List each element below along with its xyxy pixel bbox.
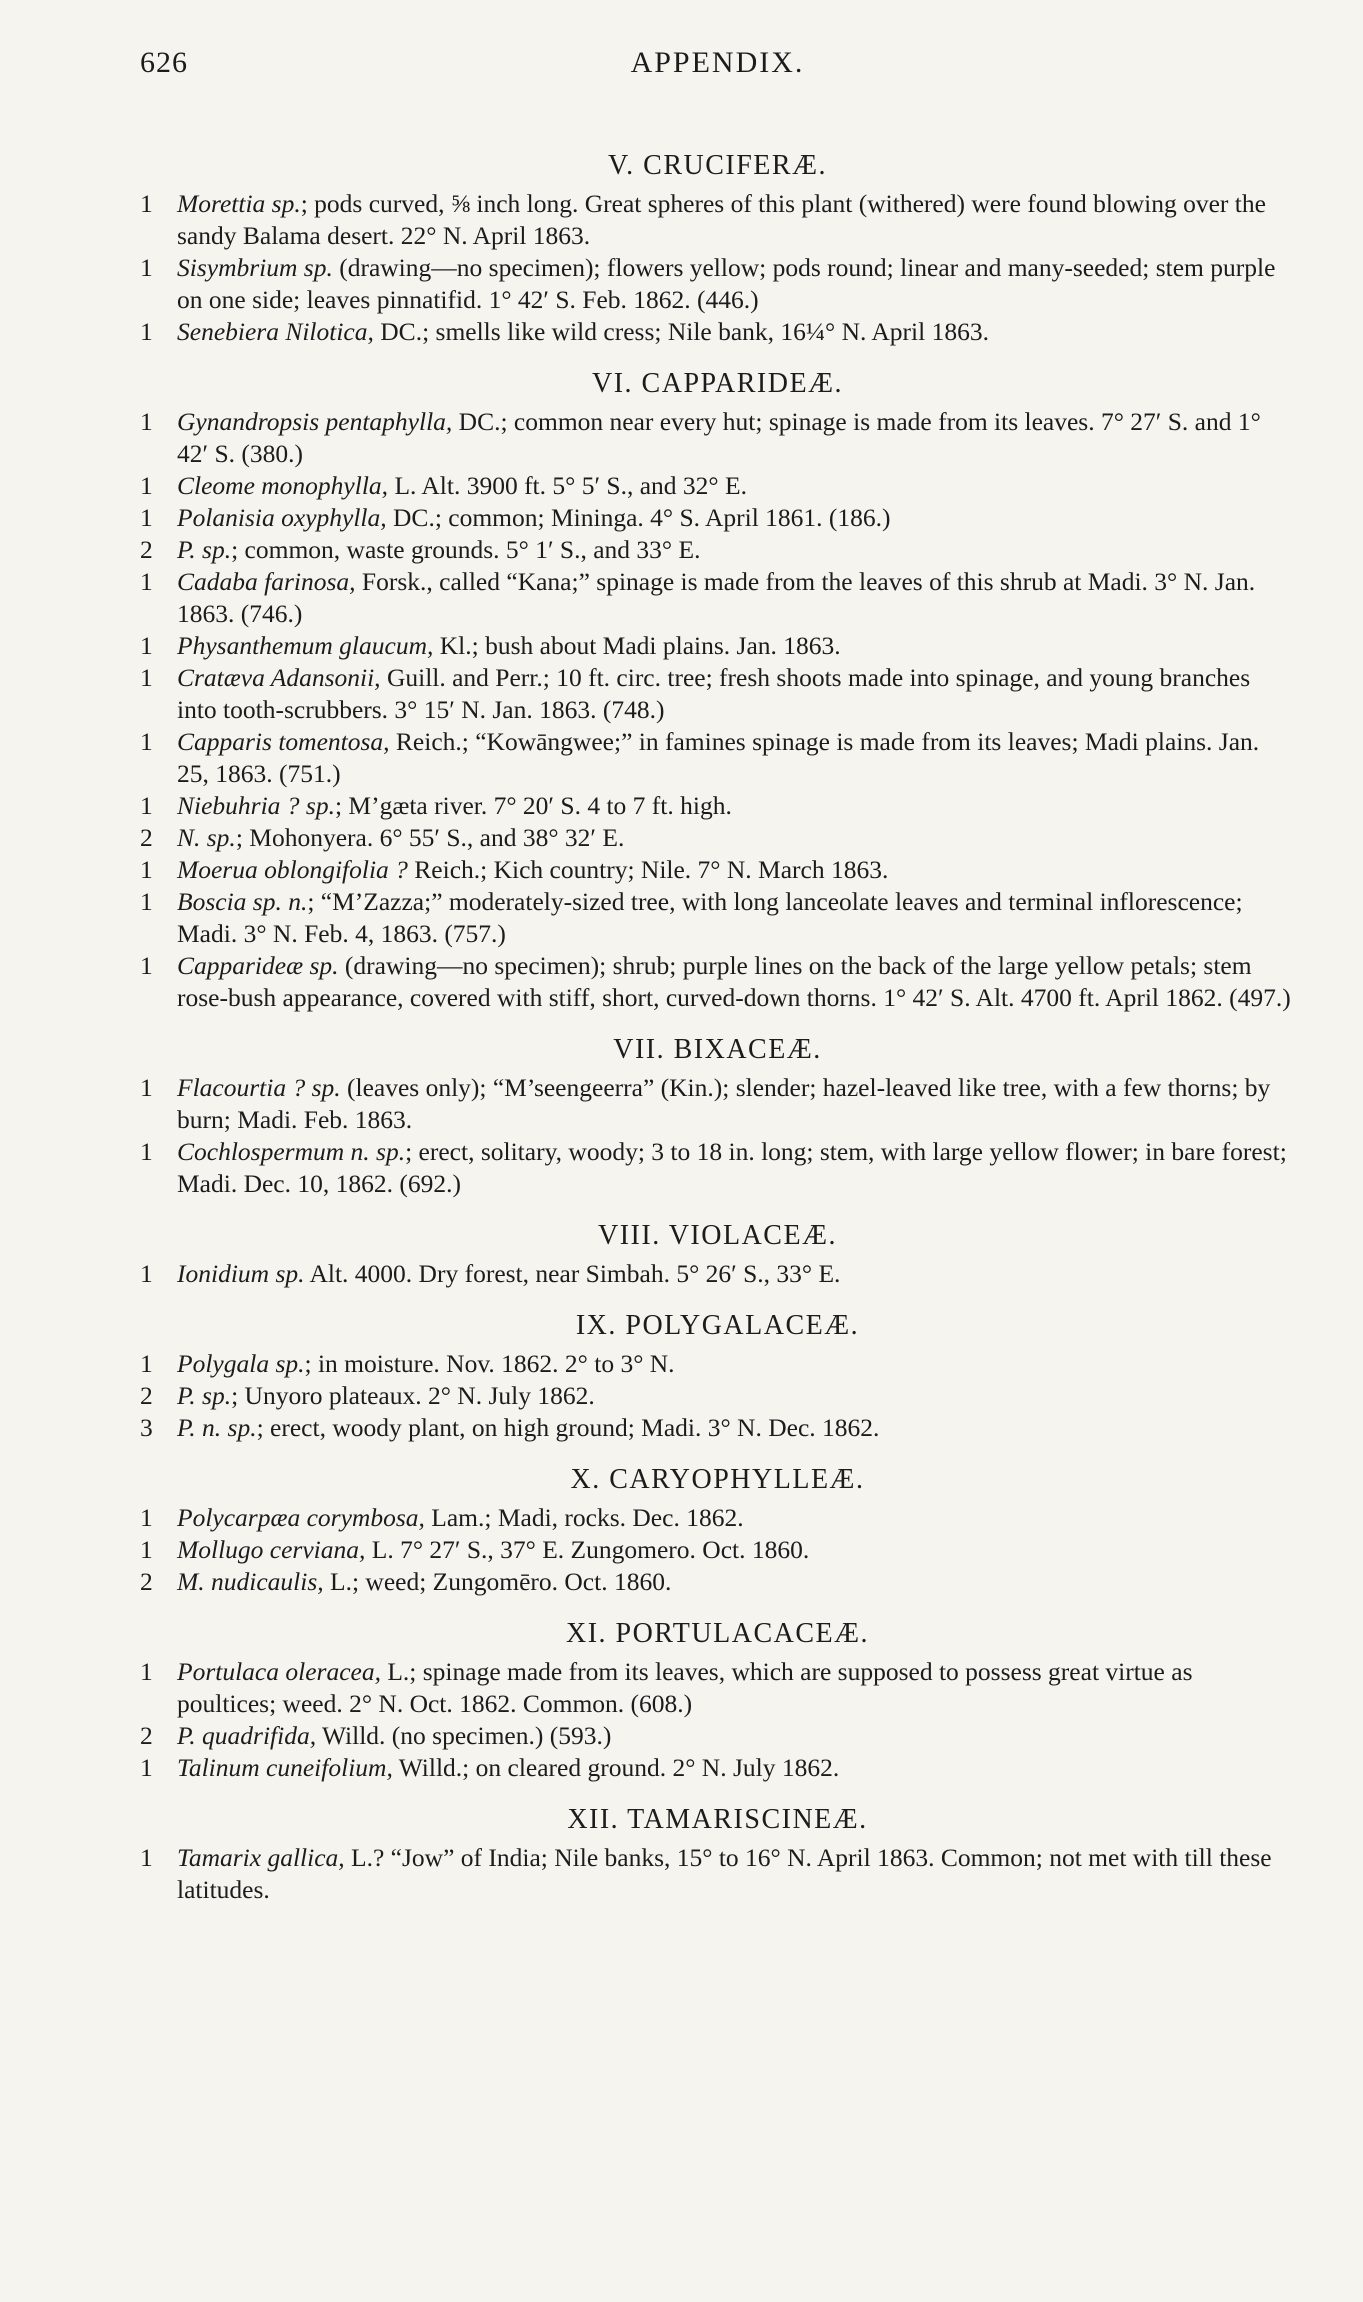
entry-count: 1 (140, 1349, 153, 1378)
entry-body (177, 822, 1295, 854)
entry-body (177, 188, 1295, 252)
entry-count: 2 (140, 1721, 153, 1750)
species-description: ; “M’Zazza;” moderately-sized tree, with long lanceolate leaves and terminal inflorescence; Madi. 3° N. Feb. 4, 1863. (757.) (177, 887, 1243, 948)
species-entry (140, 566, 1295, 630)
species-entry (140, 1566, 1295, 1598)
entry-body (177, 502, 1295, 534)
section-title: V. CRUCIFERÆ. (608, 150, 827, 181)
species-name: Polygala sp. (177, 1349, 305, 1378)
entry-count: 1 (140, 1753, 153, 1782)
species-entry (140, 1656, 1295, 1720)
appendix-content (140, 144, 1295, 1920)
species-name: Gynandropsis pentaphylla, (177, 407, 453, 436)
entry-count: 1 (140, 951, 153, 980)
entry-body (177, 1502, 1295, 1534)
species-entry (140, 502, 1295, 534)
species-description: ; common, waste grounds. 5° 1′ S., and 33° E. (231, 535, 701, 564)
entry-body (177, 252, 1295, 316)
species-name: Cratæva Adansonii, (177, 663, 381, 692)
section-title: IX. POLYGALACEÆ. (575, 1310, 860, 1341)
species-name: P. sp. (177, 1381, 232, 1410)
entry-body (177, 950, 1295, 1014)
species-description: Willd. (no specimen.) (593.) (316, 1721, 612, 1750)
species-entry (140, 1072, 1295, 1136)
species-entry (140, 886, 1295, 950)
species-description: Reich.; Kich country; Nile. 7° N. March 1863. (407, 855, 889, 884)
species-description: Kl.; bush about Madi plains. Jan. 1863. (433, 631, 841, 660)
entry-body (177, 662, 1295, 726)
entry-count: 1 (140, 253, 153, 282)
entry-count: 3 (140, 1413, 153, 1442)
entry-body (177, 566, 1295, 630)
species-name: Physanthemum glaucum, (177, 631, 434, 660)
species-name: P. quadrifida, (177, 1721, 317, 1750)
species-entry (140, 854, 1295, 886)
entry-body (177, 630, 1295, 662)
species-description: ; pods curved, ⅝ inch long. Great spheres of this plant (withered) were found blowing over the sandy Balama desert. 22° N. April 1863. (177, 189, 1266, 250)
section-gap (140, 1598, 1295, 1612)
species-description: ; erect, solitary, woody; 3 to 18 in. long; stem, with large yellow flower; in bare forest; Madi. Dec. 10, 1862. (692.) (177, 1137, 1287, 1198)
species-entry (140, 1348, 1295, 1380)
entry-count: 1 (140, 189, 153, 218)
entry-body (177, 726, 1295, 790)
species-description: L.? “Jow” of India; Nile banks, 15° to 16° N. April 1863. Common; not met with till these latitudes. (177, 1843, 1272, 1904)
species-description: DC.; smells like wild cress; Nile bank, 16¼° N. April 1863. (373, 317, 989, 346)
species-description: DC.; common near every hut; spinage is made from its leaves. 7° 27′ S. and 1° 42′ S. (380.) (177, 407, 1261, 468)
species-entry (140, 1842, 1295, 1906)
species-description: DC.; common; Mininga. 4° S. April 1861. (186.) (386, 503, 891, 532)
entry-count: 1 (140, 791, 153, 820)
entry-count: 2 (140, 1381, 153, 1410)
entry-count: 2 (140, 823, 153, 852)
species-name: Talinum cuneifolium, (177, 1753, 393, 1782)
species-name: N. sp. (177, 823, 236, 852)
species-name: Boscia sp. n. (177, 887, 308, 916)
species-description: Guill. and Perr.; 10 ft. circ. tree; fresh shoots made into spinage, and young branches into tooth-scrubbers. 3° 15′ N. Jan. 1863. (748.) (177, 663, 1251, 724)
species-description: Forsk., called “Kana;” spinage is made from the leaves of this shrub at Madi. 3° N. Jan. 1863. (746.) (177, 567, 1256, 628)
species-name: Senebiera Nilotica, (177, 317, 374, 346)
entry-count: 1 (140, 317, 153, 346)
species-description: (drawing—no specimen); shrub; purple lines on the back of the large yellow petals; stem rose-bush appearance, covered with stiff, short, curved-down thorns. 1° 42′ S. Alt. 4700 ft. April 1862. (497.) (177, 951, 1291, 1012)
species-description: Reich.; “Kowāngwee;” in famines spinage is made from its leaves; Madi plains. Jan. 25, 1863. (751.) (177, 727, 1260, 788)
species-description: ; Mohonyera. 6° 55′ S., and 38° 32′ E. (235, 823, 625, 852)
section-gap (140, 1290, 1295, 1304)
entry-count: 2 (140, 535, 153, 564)
entry-count: 1 (140, 567, 153, 596)
entry-count: 1 (140, 503, 153, 532)
entry-count: 2 (140, 1567, 153, 1596)
species-name: Capparis tomentosa, (177, 727, 390, 756)
species-description: L.; spinage made from its leaves, which are supposed to possess great virtue as poultices; weed. 2° N. Oct. 1862. Common. (608.) (177, 1657, 1193, 1718)
entry-body (177, 1720, 1295, 1752)
section-gap (140, 1444, 1295, 1458)
entry-count: 1 (140, 407, 153, 436)
entry-body (177, 1258, 1295, 1290)
entry-count: 1 (140, 727, 153, 756)
species-entry (140, 1380, 1295, 1412)
species-name: Portulaca oleracea, (177, 1657, 381, 1686)
species-description: (drawing—no specimen); flowers yellow; pods round; linear and many-seeded; stem purple on one side; leaves pinnatifid. 1° 42′ S. Feb. 1862. (446.) (177, 253, 1276, 314)
species-entry (140, 1412, 1295, 1444)
section-title: VIII. VIOLACEÆ. (598, 1220, 837, 1251)
species-entry (140, 662, 1295, 726)
species-description: (leaves only); “M’seengeerra” (Kin.); slender; hazel-leaved like tree, with a few thorns; by burn; Madi. Feb. 1863. (177, 1073, 1271, 1134)
species-description: ; M’gæta river. 7° 20′ S. 4 to 7 ft. high. (334, 791, 732, 820)
species-description: Willd.; on cleared ground. 2° N. July 1862. (392, 1753, 840, 1782)
section-gap (140, 348, 1295, 362)
entry-count: 1 (140, 1503, 153, 1532)
species-name: Ionidium sp. (177, 1259, 305, 1288)
entry-body (177, 1752, 1295, 1784)
species-description: ; in moisture. Nov. 1862. 2° to 3° N. (304, 1349, 675, 1378)
entry-count: 1 (140, 1137, 153, 1166)
entry-body (177, 316, 1295, 348)
family-section (140, 1798, 1295, 1920)
entry-count: 1 (140, 1259, 153, 1288)
species-name: Polanisia oxyphylla, (177, 503, 387, 532)
entry-body (177, 1348, 1295, 1380)
species-name: Polycarpæa corymbosa, (177, 1503, 425, 1532)
species-name: Capparideæ sp. (177, 951, 339, 980)
entry-count: 1 (140, 1535, 153, 1564)
family-section (140, 1458, 1295, 1612)
species-entry (140, 790, 1295, 822)
running-title: APPENDIX. (630, 46, 805, 79)
section-title: XI. PORTULACACEÆ. (565, 1618, 870, 1649)
species-description: ; Unyoro plateaux. 2° N. July 1862. (231, 1381, 595, 1410)
running-head (140, 46, 1295, 86)
species-entry (140, 726, 1295, 790)
entry-body (177, 1136, 1295, 1200)
section-gap (140, 1014, 1295, 1028)
page-number: 626 (140, 46, 188, 79)
species-description: Lam.; Madi, rocks. Dec. 1862. (424, 1503, 744, 1532)
section-title: XII. TAMARISCINEÆ. (567, 1804, 868, 1835)
family-section (140, 1304, 1295, 1458)
species-entry (140, 188, 1295, 252)
species-entry (140, 470, 1295, 502)
species-name: Cadaba farinosa, (177, 567, 356, 596)
entry-body (177, 470, 1295, 502)
entry-body (177, 790, 1295, 822)
species-description: L. Alt. 3900 ft. 5° 5′ S., and 32° E. (388, 471, 747, 500)
species-entry (140, 252, 1295, 316)
species-entry (140, 822, 1295, 854)
species-name: P. n. sp. (177, 1413, 257, 1442)
entry-body (177, 534, 1295, 566)
species-name: Tamarix gallica, (177, 1843, 345, 1872)
entry-body (177, 1656, 1295, 1720)
species-description: ; erect, woody plant, on high ground; Madi. 3° N. Dec. 1862. (256, 1413, 880, 1442)
species-entry (140, 1502, 1295, 1534)
species-name: Cochlospermum n. sp. (177, 1137, 406, 1166)
entry-body (177, 1412, 1295, 1444)
entry-count: 1 (140, 855, 153, 884)
entry-count: 1 (140, 887, 153, 916)
entry-body (177, 406, 1295, 470)
species-description: L. 7° 27′ S., 37° E. Zungomero. Oct. 1860. (365, 1535, 810, 1564)
species-entry (140, 1534, 1295, 1566)
species-entry (140, 1752, 1295, 1784)
species-description: Alt. 4000. Dry forest, near Simbah. 5° 26′ S., 33° E. (304, 1259, 841, 1288)
section-gap (140, 1200, 1295, 1214)
section-title: VI. CAPPARIDEÆ. (592, 368, 843, 399)
entry-body (177, 854, 1295, 886)
entry-body (177, 1072, 1295, 1136)
species-entry (140, 534, 1295, 566)
species-name: M. nudicaulis, (177, 1567, 324, 1596)
entry-count: 1 (140, 631, 153, 660)
species-name: Moerua oblongifolia ? (177, 855, 408, 884)
family-section (140, 362, 1295, 1028)
entry-count: 1 (140, 1073, 153, 1102)
family-section (140, 1028, 1295, 1214)
family-section (140, 1214, 1295, 1304)
entry-body (177, 1380, 1295, 1412)
species-name: Cleome monophylla, (177, 471, 389, 500)
section-title: X. CARYOPHYLLEÆ. (570, 1464, 865, 1495)
species-name: Flacourtia ? sp. (177, 1073, 341, 1102)
section-title: VII. BIXACEÆ. (613, 1034, 822, 1065)
section-gap (140, 1784, 1295, 1798)
entry-count: 1 (140, 1843, 153, 1872)
species-name: Niebuhria ? sp. (177, 791, 335, 820)
entry-count: 1 (140, 1657, 153, 1686)
family-section (140, 144, 1295, 362)
species-name: P. sp. (177, 535, 232, 564)
entry-body (177, 1842, 1295, 1906)
species-entry (140, 1720, 1295, 1752)
entry-body (177, 1534, 1295, 1566)
species-entry (140, 1136, 1295, 1200)
entry-body (177, 1566, 1295, 1598)
species-entry (140, 630, 1295, 662)
species-name: Mollugo cerviana, (177, 1535, 366, 1564)
species-entry (140, 950, 1295, 1014)
species-entry (140, 316, 1295, 348)
entry-count: 1 (140, 663, 153, 692)
species-name: Sisymbrium sp. (177, 253, 333, 282)
species-description: L.; weed; Zungomēro. Oct. 1860. (323, 1567, 672, 1596)
family-section (140, 1612, 1295, 1798)
section-gap (140, 1906, 1295, 1920)
species-entry (140, 1258, 1295, 1290)
entry-body (177, 886, 1295, 950)
entry-count: 1 (140, 471, 153, 500)
species-name: Morettia sp. (177, 189, 301, 218)
species-entry (140, 406, 1295, 470)
